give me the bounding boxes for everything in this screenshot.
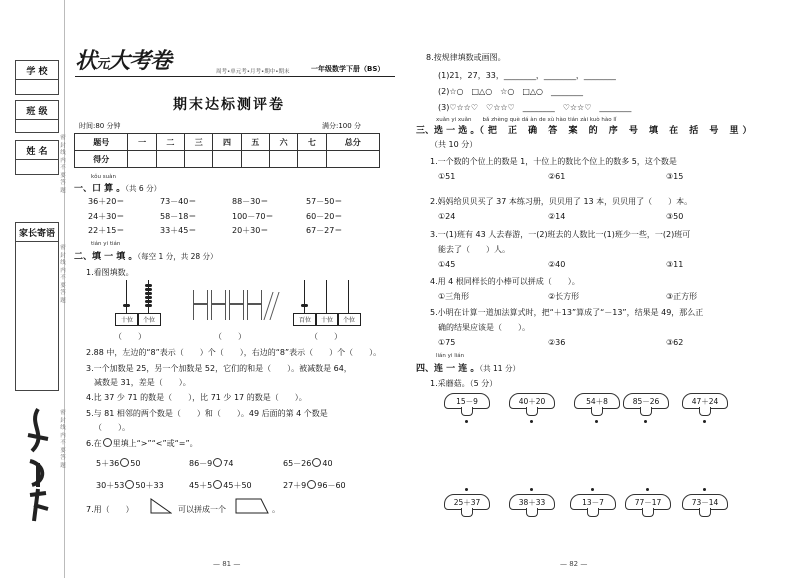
- compare-item: 30＋53 50＋33: [96, 481, 164, 490]
- mushroom-label: 15－9: [444, 393, 490, 409]
- section3-title: [416, 123, 756, 136]
- connect-dot[interactable]: [646, 488, 649, 491]
- q2-2-text: 2.88 中，左边的“8”表示（ ）个（ ），右边的“8”表示（ ）个（ ）。: [86, 348, 382, 357]
- answer-blank[interactable]: （ ）: [310, 332, 342, 341]
- header-rule: [75, 76, 395, 77]
- page-number: — 82 —: [560, 560, 588, 568]
- q2-3-text: 3.一个加数是 25，另一个加数是 52，它们的和是（ ）。被减数是 64，: [86, 364, 352, 373]
- section4-note: （共 11 分）: [479, 364, 520, 373]
- abacus-bead: [145, 304, 152, 307]
- q3-option[interactable]: ③15: [666, 172, 684, 181]
- score-header-cell: 四: [213, 134, 241, 151]
- oral-item: 36＋20＝: [88, 197, 125, 206]
- q3-option[interactable]: ②长方形: [548, 292, 580, 301]
- parent-note-label: 家长寄语: [15, 222, 59, 242]
- q3-option[interactable]: ①51: [438, 172, 456, 181]
- q3-4-text: 4.用 4 根同样长的小棒可以拼成（ ）。: [430, 277, 580, 286]
- q3-option[interactable]: ①75: [438, 338, 456, 347]
- q3-option[interactable]: ①24: [438, 212, 456, 221]
- q4-1-text: 1.采蘑菇。（5 分）: [430, 379, 498, 388]
- left-page: [70, 0, 400, 578]
- q3-3-text: 3.一(1)班有 43 人去春游，一(2)班去的人数比一(1)班少一些，一(2)班可: [430, 230, 691, 239]
- stick-bundle: [247, 290, 262, 320]
- single-stick: [263, 292, 273, 320]
- compare-circle-icon[interactable]: [307, 480, 316, 489]
- q2-3-text-cont: 减数是 31，差是（ ）。: [94, 378, 191, 387]
- q2-6-suffix: 里填上“>”“<”或“=”。: [112, 439, 198, 448]
- full-score: 满分:100 分: [322, 122, 361, 130]
- abacus-rod: [304, 280, 305, 314]
- answer-blank[interactable]: （ ）: [114, 332, 146, 341]
- oral-item: 33＋45＝: [160, 226, 197, 235]
- binding-sidebar: [0, 0, 70, 578]
- trapezoid-icon: [235, 498, 269, 514]
- score-cell[interactable]: [128, 151, 156, 168]
- section1-title: [74, 181, 161, 194]
- q3-option[interactable]: ③11: [666, 260, 684, 269]
- q3-option[interactable]: ②40: [548, 260, 566, 269]
- series-text: 周考•单元考•月考•期中•期末: [216, 69, 290, 75]
- score-cell[interactable]: [185, 151, 213, 168]
- score-header-cell: 五: [241, 134, 269, 151]
- brand-logo-vertical: [22, 405, 54, 525]
- abacus-rod: [326, 280, 327, 314]
- section3-title-text: 三、选 一 选 。: [416, 126, 480, 136]
- cut-line-text: 密封线内不要答题: [60, 410, 66, 469]
- mushroom-label: 85－26: [623, 393, 669, 409]
- q2-5-text: 5.与 81 相邻的两个数是（ ）和（ ）。49 后面的第 4 个数是: [86, 409, 328, 418]
- school-label: 学 校: [15, 60, 59, 80]
- compare-circle-icon[interactable]: [120, 458, 129, 467]
- compare-circle-icon: [103, 438, 112, 447]
- section2-title: [74, 249, 218, 262]
- q2-6-text: [86, 438, 198, 449]
- cut-line-text: 密封线内不要答题: [60, 245, 66, 304]
- q2-4-text: 4.比 37 少 71 的数是（ ），比 71 少 17 的数是（ ）。: [86, 393, 307, 402]
- q2-8-line1: (1)21，27，33，________，________，________: [438, 71, 616, 80]
- mushroom-bottom: [509, 494, 555, 518]
- q2-7-text: 7.用（ ）: [86, 505, 134, 514]
- section3-pinyin: xuǎn yi xuǎn bǎ zhèng què dá àn de xù hào tián zài kuò hào lǐ: [436, 117, 617, 123]
- q3-option[interactable]: ③正方形: [666, 292, 698, 301]
- q3-5-text-cont: 确的结果应该是（ ）。: [438, 323, 530, 332]
- oral-item: 60－20＝: [306, 212, 343, 221]
- oral-item: 58－18＝: [160, 212, 197, 221]
- section2-note: （每空 1 分，共 28 分）: [137, 252, 218, 261]
- connect-dot[interactable]: [591, 488, 594, 491]
- q3-option[interactable]: ②14: [548, 212, 566, 221]
- school-field[interactable]: [15, 80, 59, 95]
- score-cell[interactable]: [156, 151, 184, 168]
- score-header-cell: 二: [156, 134, 184, 151]
- oral-item: 22＋15＝: [88, 226, 125, 235]
- connect-dot[interactable]: [530, 420, 533, 423]
- page-number: — 81 —: [213, 560, 241, 568]
- q2-8-title: 8.按规律填数或画图。: [426, 53, 506, 62]
- score-table: [74, 133, 380, 168]
- section1-pinyin: kǒu suàn: [91, 174, 116, 180]
- score-cell[interactable]: [298, 151, 326, 168]
- score-row-label: 得分: [75, 151, 128, 168]
- abacus-bead: [145, 284, 152, 287]
- compare-circle-icon[interactable]: [312, 458, 321, 467]
- compare-circle-icon[interactable]: [125, 480, 134, 489]
- grade-text: 一年级数学下册（BS）: [311, 65, 385, 73]
- connect-dot[interactable]: [703, 420, 706, 423]
- section1-title-text: 一、口 算 。: [74, 184, 126, 194]
- section4-pinyin: lián yi lián: [436, 353, 465, 359]
- mushroom-bottom: [625, 494, 671, 518]
- q2-7-text-mid: 可以拼成一个: [178, 505, 226, 514]
- oral-item: 88－30＝: [232, 197, 269, 206]
- score-header-cell: 题号: [75, 134, 128, 151]
- ones-place-label: 个位: [137, 313, 161, 326]
- q3-5-text: 5.小明在计算一道加法算式时，把“＋13”算成了“－13”，结果是 49，那么正: [430, 308, 704, 317]
- q2-8-line3: (3)♡☆☆♡ ♡☆☆♡ ________ ♡☆☆♡ ________: [438, 103, 632, 112]
- section1-note: （共 6 分）: [125, 184, 162, 193]
- score-header-cell: 三: [185, 134, 213, 151]
- q3-option[interactable]: ②36: [548, 338, 566, 347]
- mushroom-top: [682, 393, 728, 417]
- class-field[interactable]: [15, 120, 59, 133]
- score-table-header-row: [75, 134, 380, 151]
- score-header-cell: 六: [269, 134, 297, 151]
- abacus-bead: [145, 300, 152, 303]
- connect-dot[interactable]: [703, 488, 706, 491]
- q3-option[interactable]: ①45: [438, 260, 456, 269]
- connect-dot[interactable]: [644, 420, 647, 423]
- oral-item: 73－40＝: [160, 197, 197, 206]
- tens-place-label: 十位: [315, 313, 339, 326]
- abacus-rod: [348, 280, 349, 314]
- q3-option[interactable]: ③62: [666, 338, 684, 347]
- mushroom-top: [574, 393, 620, 417]
- q3-2-text: 2.妈妈给贝贝买了 37 本练习册，贝贝用了 13 本，贝贝用了（ ）本。: [430, 197, 693, 206]
- abacus-bead: [301, 304, 308, 307]
- q3-1-text: 1.一个数的个位上的数是 1，十位上的数比个位上的数多 5，这个数是: [430, 157, 677, 166]
- oral-item: 67－27＝: [306, 226, 343, 235]
- abacus-bead: [145, 292, 152, 295]
- compare-item: 65－26 40: [283, 459, 333, 468]
- connect-dot[interactable]: [465, 420, 468, 423]
- compare-circle-icon[interactable]: [213, 458, 222, 467]
- abacus-bead: [145, 296, 152, 299]
- answer-blank[interactable]: （ ）: [214, 332, 246, 341]
- abacus-bead: [145, 288, 152, 291]
- stick-bundle: [211, 290, 226, 320]
- brand-logo: 状元大考卷: [75, 49, 172, 74]
- q2-6-prefix: 6.在: [86, 439, 102, 448]
- time-limit: 时间:80 分钟: [79, 122, 121, 130]
- name-label: 姓 名: [15, 140, 59, 160]
- compare-circle-icon[interactable]: [213, 480, 222, 489]
- ones-place-label: 个位: [337, 313, 361, 326]
- score-table-row: [75, 151, 380, 168]
- section2-title-text: 二、填 一 填 。: [74, 252, 138, 262]
- mushroom-top: [444, 393, 490, 417]
- q2-8-line2: (2)☆○ □△○ ☆○ □△○ ________: [438, 87, 584, 96]
- parent-note-box[interactable]: [15, 240, 59, 391]
- right-page: [408, 0, 800, 578]
- stick-bundle: [229, 290, 244, 320]
- score-cell[interactable]: [213, 151, 241, 168]
- section4-title-text: 四、连 一 连 。: [416, 364, 480, 374]
- name-field[interactable]: [15, 160, 59, 175]
- mushroom-label: 25＋37: [444, 494, 490, 510]
- compare-item: 5＋36 50: [96, 459, 141, 468]
- connect-dot[interactable]: [595, 420, 598, 423]
- section4-title: [416, 361, 520, 374]
- stick-bundle: [193, 290, 208, 320]
- mushroom-label: 73－14: [682, 494, 728, 510]
- q2-7-end: 。: [272, 505, 280, 514]
- q2-5-text-cont: （ ）。: [94, 423, 130, 432]
- q3-option[interactable]: ③50: [666, 212, 684, 221]
- mushroom-label: 40＋20: [509, 393, 555, 409]
- mushroom-bottom: [570, 494, 616, 518]
- mushroom-label: 54＋8: [574, 393, 620, 409]
- score-cell[interactable]: [326, 151, 379, 168]
- compare-item: 45＋5 45＋50: [189, 481, 252, 490]
- q2-1-text: 1.看图填数。: [86, 268, 134, 277]
- oral-item: 20＋30＝: [232, 226, 269, 235]
- mushroom-label: 13－7: [570, 494, 616, 510]
- tens-place-label: 十位: [115, 313, 139, 326]
- mushroom-top: [509, 393, 555, 417]
- section3-note: （共 10 分）: [430, 140, 478, 149]
- mushroom-label: 38＋33: [509, 494, 555, 510]
- oral-item: 24＋30＝: [88, 212, 125, 221]
- abacus-rod: [126, 280, 127, 314]
- oral-item: 57－50＝: [306, 197, 343, 206]
- class-label: 班 级: [15, 100, 59, 120]
- oral-item: 100－70＝: [232, 212, 274, 221]
- abacus-bead: [123, 304, 130, 307]
- mushroom-bottom: [444, 494, 490, 518]
- score-cell[interactable]: [241, 151, 269, 168]
- triangle-icon: [150, 498, 172, 514]
- q3-option[interactable]: ①三角形: [438, 292, 470, 301]
- exam-title: 期末达标测评卷: [173, 97, 285, 113]
- q3-3-text-cont: 能去了（ ）人。: [438, 245, 510, 254]
- q3-option[interactable]: ②61: [548, 172, 566, 181]
- section3-instruction: （把 正 确 答 案 的 序 号 填 在 括 号 里）: [479, 126, 756, 136]
- mushroom-top: [623, 393, 669, 417]
- score-cell[interactable]: [269, 151, 297, 168]
- connect-dot[interactable]: [530, 488, 533, 491]
- compare-item: 86－9 74: [189, 459, 234, 468]
- mushroom-bottom: [682, 494, 728, 518]
- score-header-cell: 总分: [326, 134, 379, 151]
- score-header-cell: 七: [298, 134, 326, 151]
- section2-pinyin: tián yi tián: [91, 241, 121, 247]
- connect-dot[interactable]: [465, 488, 468, 491]
- mushroom-label: 47＋24: [682, 393, 728, 409]
- cut-line-text: 密封线内不要答题: [60, 135, 66, 194]
- hundreds-place-label: 百位: [293, 313, 317, 326]
- mushroom-label: 77－17: [625, 494, 671, 510]
- compare-item: 27＋9 96－60: [283, 481, 346, 490]
- score-header-cell: 一: [128, 134, 156, 151]
